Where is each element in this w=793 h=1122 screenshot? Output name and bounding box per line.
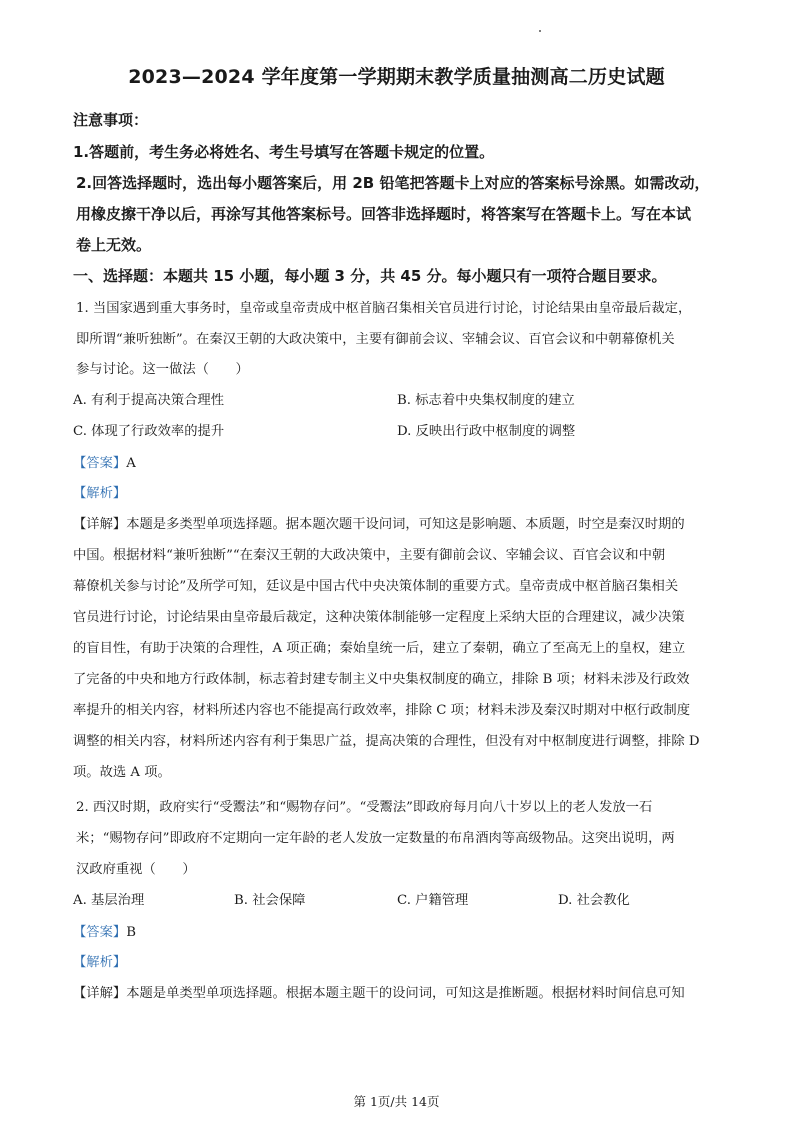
q1-detail-line-6: 了完备的中央和地方行政体制，标志着封建专制主义中央集权制度的确立，排除 B 项；材料未涉及行政效 bbox=[73, 672, 690, 687]
q1-detail-text-1: 本题是多类型单项选择题。据本题次题干设问词，可知这是影响题、本质题，时空是秦汉时期的 bbox=[126, 517, 685, 532]
q1-option-c: C. 体现了行政效率的提升 bbox=[73, 424, 225, 439]
q1-detail-line-4: 官员进行讨论，讨论结果由皇帝最后裁定，这种决策体制能够一定程度上采纳大臣的合理建议，减少决策 bbox=[73, 610, 685, 625]
q2-detail-line-1 bbox=[73, 982, 685, 1001]
q1-detail-line-5: 的盲目性，有助于决策的合理性，A 项正确；秦始皇统一后，建立了秦朝，确立了至高无上的皇权，建立 bbox=[73, 641, 686, 656]
q1-detail-line-1 bbox=[73, 513, 685, 532]
q1-detail-line-2: 中国。根据材料“兼听独断”“在秦汉王朝的大政决策中，主要有御前会议、宰辅会议、百官会议和中朝 bbox=[73, 548, 666, 563]
q1-detail-line-7: 率提升的相关内容，材料所述内容也不能提高行政效率，排除 C 项；材料未涉及秦汉时期对中枢行政制度 bbox=[73, 703, 690, 718]
q1-analysis-tag: 【解析】 bbox=[73, 486, 127, 501]
q1-answer-tag: 【答案】 bbox=[73, 456, 127, 471]
q1-analysis bbox=[73, 482, 126, 501]
q2-detail-text-1: 本题是单类型单项选择题。根据本题主题干的设问词，可知这是推断题。根据材料时间信息可知 bbox=[126, 986, 685, 1001]
q2-option-b: B. 社会保障 bbox=[234, 893, 306, 908]
q1-option-a: A. 有利于提高决策合理性 bbox=[73, 393, 225, 408]
q1-option-b: B. 标志着中央集权制度的建立 bbox=[397, 393, 575, 408]
q1-stem-line-1: 1. 当国家遇到重大事务时，皇帝或皇帝责成中枢首脑召集相关官员进行讨论，讨论结果由皇帝最后裁定， bbox=[76, 301, 692, 316]
scan-dot bbox=[539, 30, 541, 32]
q2-stem-line-2: 米；“赐物存问”即政府不定期向一定年龄的老人发放一定数量的布帛酒肉等高级物品。这突出说明，两 bbox=[76, 831, 675, 846]
notice-item-2-line-3: 卷上无效。 bbox=[76, 236, 152, 254]
q2-answer-value: B bbox=[126, 925, 136, 940]
q2-option-a: A. 基层治理 bbox=[73, 893, 145, 908]
q1-detail-line-9: 项。故选 A 项。 bbox=[73, 765, 171, 780]
notice-item-2-line-2: 用橡皮擦干净以后，再涂写其他答案标号。回答非选择题时，将答案写在答题卡上。写在本试 bbox=[76, 205, 692, 223]
q1-detail-tag: 【详解】 bbox=[73, 517, 127, 532]
q1-stem-line-2: 即所谓“兼听独断”。在秦汉王朝的大政决策中，主要有御前会议、宰辅会议、百官会议和中朝幕僚机关 bbox=[76, 332, 675, 347]
notice-item-1: 1.答题前，考生务必将姓名、考生号填写在答题卡规定的位置。 bbox=[73, 143, 495, 161]
q1-option-d: D. 反映出行政中枢制度的调整 bbox=[397, 424, 576, 439]
q1-detail-line-8: 调整的相关内容，材料所述内容有利于集思广益，提高决策的合理性，但没有对中枢制度进行调整，排除 D bbox=[73, 734, 700, 749]
q2-stem-line-1: 2. 西汉时期，政府实行“受鬻法”和“赐物存问”。“受鬻法”即政府每月向八十岁以上的老人发放一石 bbox=[76, 800, 653, 815]
page-footer: 第 1页/共 14页 bbox=[353, 1094, 440, 1109]
q2-option-d: D. 社会教化 bbox=[558, 893, 630, 908]
q1-detail-line-3: 幕僚机关参与讨论”及所学可知，廷议是中国古代中央决策体制的重要方式。皇帝责成中枢首脑召集相关 bbox=[73, 579, 679, 594]
q2-answer bbox=[73, 921, 136, 940]
q2-analysis bbox=[73, 951, 126, 970]
q1-stem-line-3: 参与讨论。这一做法（ ） bbox=[76, 362, 249, 377]
notice-heading: 注意事项： bbox=[73, 111, 149, 129]
q2-option-c: C. 户籍管理 bbox=[397, 893, 469, 908]
q2-answer-tag: 【答案】 bbox=[73, 925, 127, 940]
exam-title: 2023—2024 学年度第一学期期末教学质量抽测高二历史试题 bbox=[128, 66, 665, 88]
q2-stem-line-3: 汉政府重视（ ） bbox=[76, 862, 196, 877]
notice-item-2-line-1: 2.回答选择题时，选出每小题答案后，用 2B 铅笔把答题卡上对应的答案标号涂黑。如需改动， bbox=[76, 174, 710, 192]
q2-detail-tag: 【详解】 bbox=[73, 986, 127, 1001]
q2-analysis-tag: 【解析】 bbox=[73, 955, 127, 970]
section-1-heading: 一、选择题：本题共 15 小题，每小题 3 分，共 45 分。每小题只有一项符合题目要求。 bbox=[73, 267, 667, 285]
q1-answer bbox=[73, 452, 136, 471]
q1-answer-value: A bbox=[126, 456, 136, 471]
